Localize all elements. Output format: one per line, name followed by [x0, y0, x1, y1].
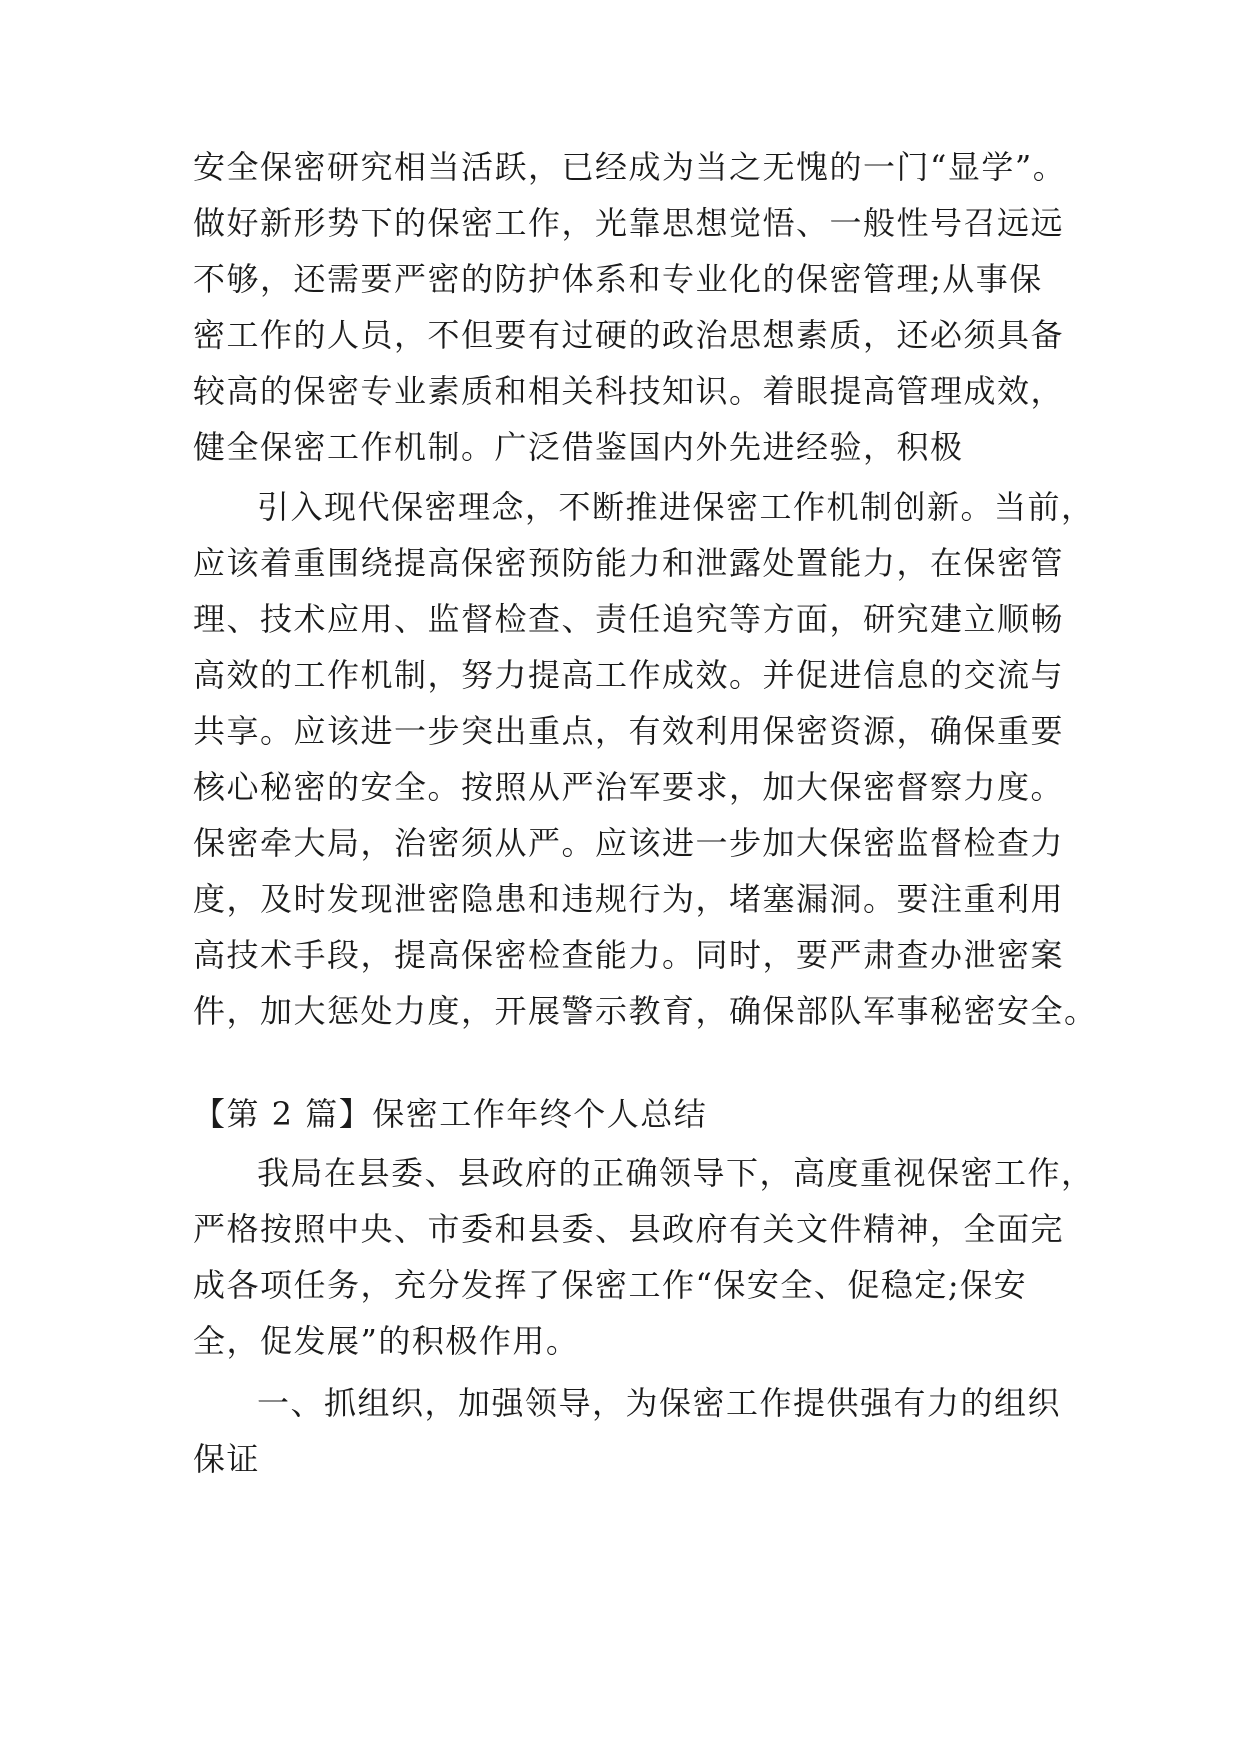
paragraph-line: 安全保密研究相当活跃，已经成为当之无愧的一门“显学”。	[193, 148, 1067, 186]
paragraph-line: 我局在县委、县政府的正确领导下，高度重视保密工作，	[257, 1154, 1095, 1192]
paragraph-line: 保证	[193, 1440, 261, 1478]
paragraph-line: 共享。应该进一步突出重点，有效利用保密资源，确保重要	[193, 712, 1065, 750]
paragraph-line: 不够，还需要严密的防护体系和专业化的保密管理;从事保	[193, 260, 1043, 298]
paragraph-line: 高效的工作机制，努力提高工作成效。并促进信息的交流与	[193, 656, 1065, 694]
paragraph-line: 全，促发展”的积极作用。	[193, 1322, 580, 1360]
paragraph-line: 严格按照中央、市委和县委、县政府有关文件精神，全面完	[193, 1210, 1065, 1248]
paragraph-line: 保密牵大局，治密须从严。应该进一步加大保密监督检查力	[193, 824, 1065, 862]
paragraph-line: 核心秘密的安全。按照从严治军要求，加大保密督察力度。	[193, 768, 1065, 806]
paragraph-line: 较高的保密专业素质和相关科技知识。着眼提高管理成效，	[193, 372, 1065, 410]
paragraph-line: 引入现代保密理念，不断推进保密工作机制创新。当前，	[257, 488, 1095, 526]
paragraph-line: 高技术手段，提高保密检查能力。同时，要严肃查办泄密案	[193, 936, 1065, 974]
section-heading: 【第 2 篇】保密工作年终个人总结	[193, 1095, 708, 1133]
paragraph-line: 理、技术应用、监督检查、责任追究等方面，研究建立顺畅	[193, 600, 1065, 638]
paragraph-line: 应该着重围绕提高保密预防能力和泄露处置能力，在保密管	[193, 544, 1065, 582]
paragraph-line: 度，及时发现泄密隐患和违规行为，堵塞漏洞。要注重利用	[193, 880, 1065, 918]
paragraph-line: 做好新形势下的保密工作，光靠思想觉悟、一般性号召远远	[193, 204, 1065, 242]
paragraph-line: 一、抓组织，加强领导，为保密工作提供强有力的组织	[257, 1384, 1062, 1422]
paragraph-line: 件，加大惩处力度，开展警示教育，确保部队军事秘密安全。	[193, 992, 1098, 1030]
paragraph-line: 密工作的人员，不但要有过硬的政治思想素质，还必须具备	[193, 316, 1065, 354]
paragraph-line: 成各项任务，充分发挥了保密工作“保安全、促稳定;保安	[193, 1266, 1028, 1304]
paragraph-line: 健全保密工作机制。广泛借鉴国内外先进经验，积极	[193, 428, 964, 466]
